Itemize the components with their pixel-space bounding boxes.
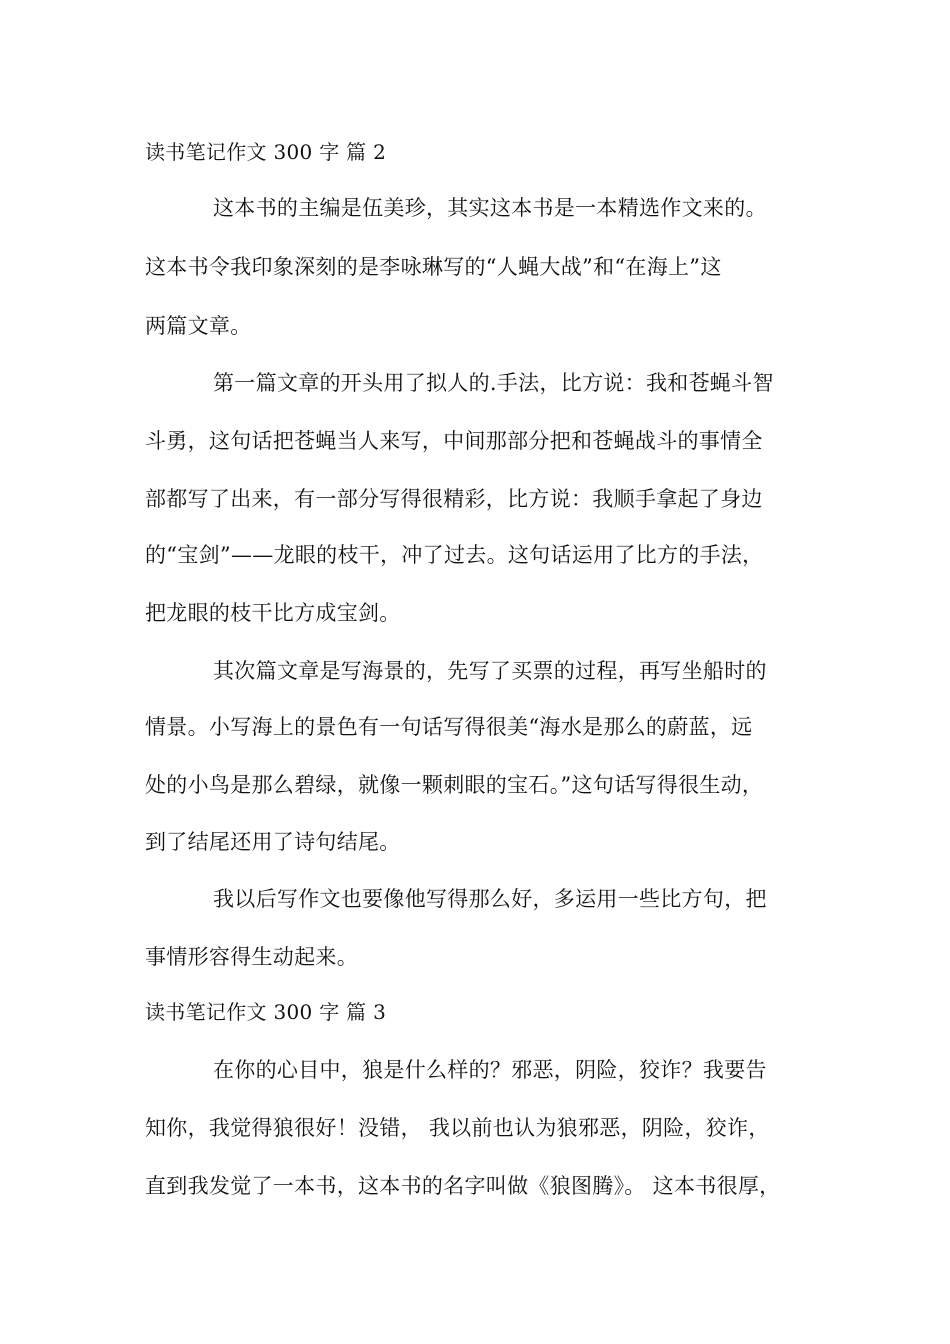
paragraph-line: 斗勇，这句话把苍蝇当人来写，中间那部分把和苍蝇战斗的事情全 <box>145 429 763 453</box>
paragraph-line: 直到我发觉了一本书，这本书的名字叫做《狼图腾》。 这本书很厚， <box>145 1174 781 1198</box>
section-heading: 读书笔记作文 300 字 篇 2 <box>145 140 387 164</box>
paragraph-line: 其次篇文章是写海景的，先写了买票的过程，再写坐船时的 <box>213 659 767 683</box>
paragraph-line: 我以后写作文也要像他写得那么好，多运用一些比方句，把 <box>213 887 767 911</box>
paragraph-line: 到了结尾还用了诗句结尾。 <box>145 830 401 854</box>
paragraph-line: 第一篇文章的开头用了拟人的.手法，比方说：我和苍蝇斗智 <box>213 371 774 395</box>
paragraph-line: 情景。小写海上的景色有一句话写得很美“海水是那么的蔚蓝，远 <box>145 715 753 739</box>
paragraph-line: 事情形容得生动起来。 <box>145 945 358 969</box>
paragraph-line: 处的小鸟是那么碧绿，就像一颗刺眼的宝石。”这句话写得很生动， <box>145 773 764 797</box>
paragraph-line: 这本书令我印象深刻的是李咏琳写的“人蝇大战”和“在海上”这 <box>145 255 722 279</box>
paragraph-line: 两篇文章。 <box>145 314 252 338</box>
paragraph-line: 部都写了出来，有一部分写得很精彩，比方说：我顺手拿起了身边 <box>145 487 763 511</box>
paragraph-line: 这本书的主编是伍美珍，其实这本书是一本精选作文来的。 <box>213 196 767 220</box>
paragraph-line: 把龙眼的枝干比方成宝剑。 <box>145 601 401 625</box>
paragraph-line: 在你的心目中，狼是什么样的？邪恶，阴险，狡诈？我要告 <box>213 1058 767 1082</box>
section-heading: 读书笔记作文 300 字 篇 3 <box>145 1000 387 1024</box>
paragraph-line: 的“宝剑”——龙眼的枝干，冲了过去。这句话运用了比方的手法， <box>145 543 764 567</box>
paragraph-line: 知你，我觉得狼很好！没错， 我以前也认为狼邪恶，阴险，狡诈， <box>145 1116 770 1140</box>
